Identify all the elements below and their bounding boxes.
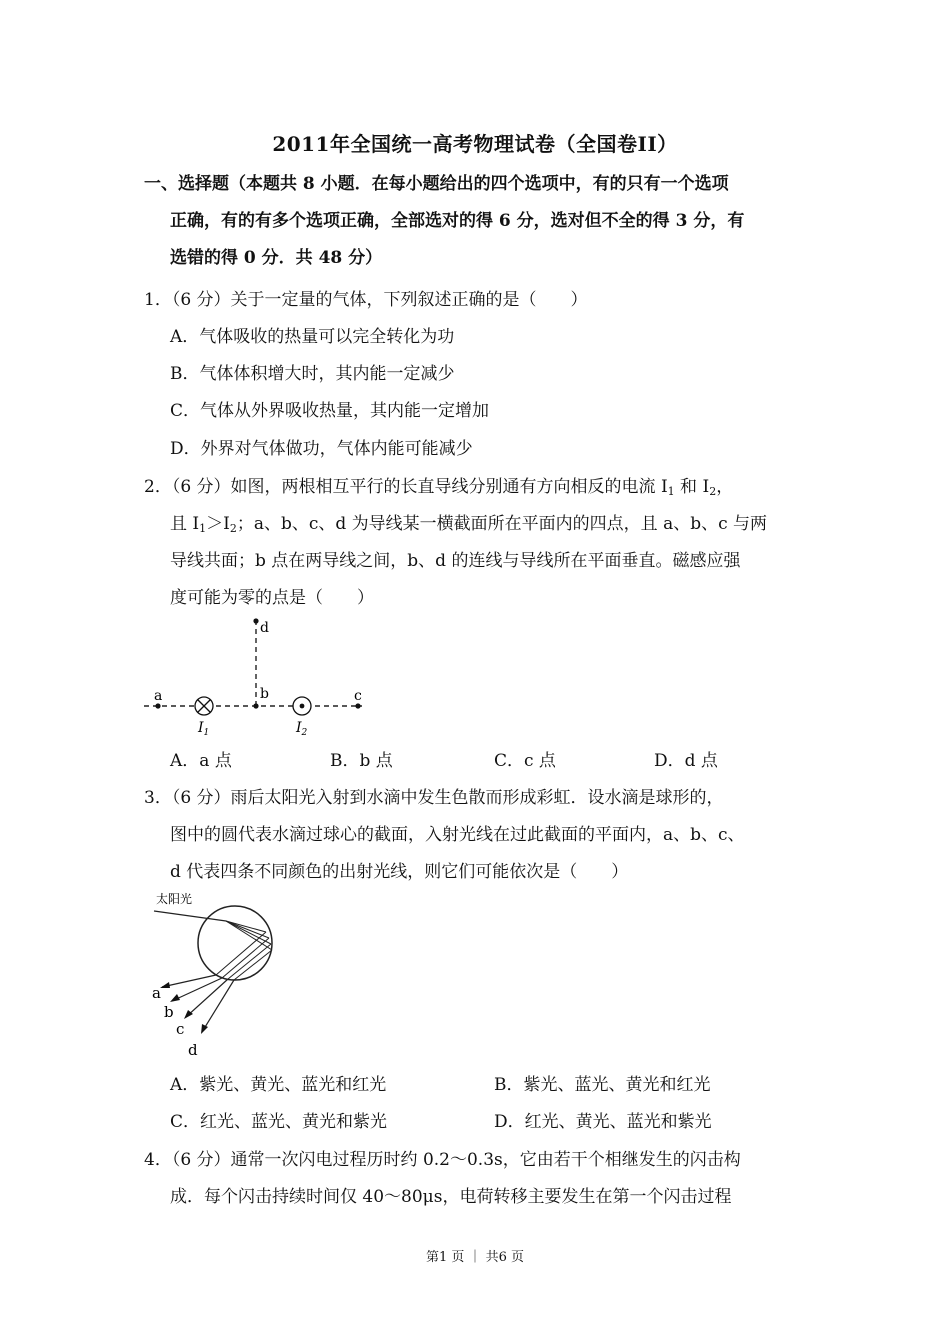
question-2-line-4: 度可能为零的点是（ ） <box>170 588 374 608</box>
section-heading-line-3: 选错的得 0 分．共 48 分） <box>170 248 383 268</box>
question-2-line-2: 且 $I_1>I_2$；a、b、c、d 为导线某一横截面所在平面内的四点，且 a、b、c 与两 <box>170 514 768 535</box>
point-a <box>155 703 160 708</box>
ray-d-arrow-icon <box>201 1024 208 1034</box>
wire-1-cross-icon <box>195 697 213 715</box>
question-3-raindrop-figure <box>146 888 296 1064</box>
question-4-line-2: 成．每个闪击持续时间仅 40～80μs，电荷转移主要发生在第一个闪击过程 <box>170 1187 732 1207</box>
question-3-line-2: 图中的圆代表水滴过球心的截面，入射光线在过此截面的平面内，a、b、c、 <box>170 825 745 845</box>
label-c: c <box>354 688 362 704</box>
section-heading-line-2: 正确，有的有多个选项正确，全部选对的得 6 分，选对但不全的得 3 分，有 <box>170 211 745 231</box>
question-1-stem: 1．（6 分）关于一定量的气体，下列叙述正确的是（ ） <box>144 290 588 310</box>
question-3-option-c: C．红光、蓝光、黄光和紫光 <box>170 1112 388 1132</box>
question-2-option-d: D．d 点 <box>654 751 718 771</box>
question-1-option-c: C．气体从外界吸收热量，其内能一定增加 <box>170 401 490 421</box>
ray-label-d: d <box>188 1041 198 1059</box>
question-1-option-b: B．气体体积增大时，其内能一定减少 <box>170 364 455 384</box>
point-d <box>253 618 258 623</box>
question-3-line-1: 3．（6 分）雨后太阳光入射到水滴中发生色散而形成彩虹．设水滴是球形的， <box>144 788 724 808</box>
page-footer: 第1 页 ｜ 共6 页 <box>425 1250 525 1265</box>
point-b <box>253 703 258 708</box>
question-3-option-d: D．红光、黄光、蓝光和紫光 <box>494 1112 712 1132</box>
ray-b-arrow-icon <box>170 994 180 1002</box>
question-2-option-c: C．c 点 <box>494 751 556 771</box>
question-3-line-3: d 代表四条不同颜色的出射光线，则它们可能依次是（ ） <box>170 862 629 882</box>
question-1-option-a: A．气体吸收的热量可以完全转化为功 <box>170 327 455 347</box>
question-3-option-a: A．紫光、黄光、蓝光和红光 <box>170 1075 387 1095</box>
ray-a-arrow-icon <box>160 982 170 988</box>
section-heading-line-1: 一、选择题（本题共 8 小题．在每小题给出的四个选项中，有的只有一个选项 <box>144 174 729 194</box>
question-2-line-3: 导线共面；b 点在两导线之间，b、d 的连线与导线所在平面垂直。磁感应强 <box>170 551 741 571</box>
question-4-line-1: 4．（6 分）通常一次闪电过程历时约 0.2～0.3s，它由若干个相继发生的闪击构 <box>144 1150 741 1170</box>
page-title: 2011年全国统一高考物理试卷（全国卷II） <box>272 132 678 156</box>
label-i2: $I_2$ <box>296 720 308 738</box>
question-2-line-1: 2．（6 分）如图，两根相互平行的长直导线分别通有方向相反的电流 $I_1$ 和 $I_2$， <box>144 477 734 498</box>
point-c <box>355 703 360 708</box>
label-a: a <box>154 688 163 704</box>
sunlight-label: 太阳光 <box>156 892 193 906</box>
question-3-option-b: B．紫光、蓝光、黄光和红光 <box>494 1075 711 1095</box>
question-2-wire-figure <box>140 612 380 742</box>
label-b: b <box>260 686 269 702</box>
question-2-option-a: A．a 点 <box>170 751 232 771</box>
question-1-option-d: D．外界对气体做功，气体内能可能减少 <box>170 439 473 459</box>
ray-label-a: a <box>152 984 161 1002</box>
ray-label-c: c <box>176 1020 185 1038</box>
wire-2-dot-icon <box>293 697 311 715</box>
question-2-option-b: B．b 点 <box>330 751 393 771</box>
label-i1: $I_1$ <box>198 720 210 738</box>
ray-label-b: b <box>164 1003 174 1021</box>
label-d: d <box>260 620 269 636</box>
